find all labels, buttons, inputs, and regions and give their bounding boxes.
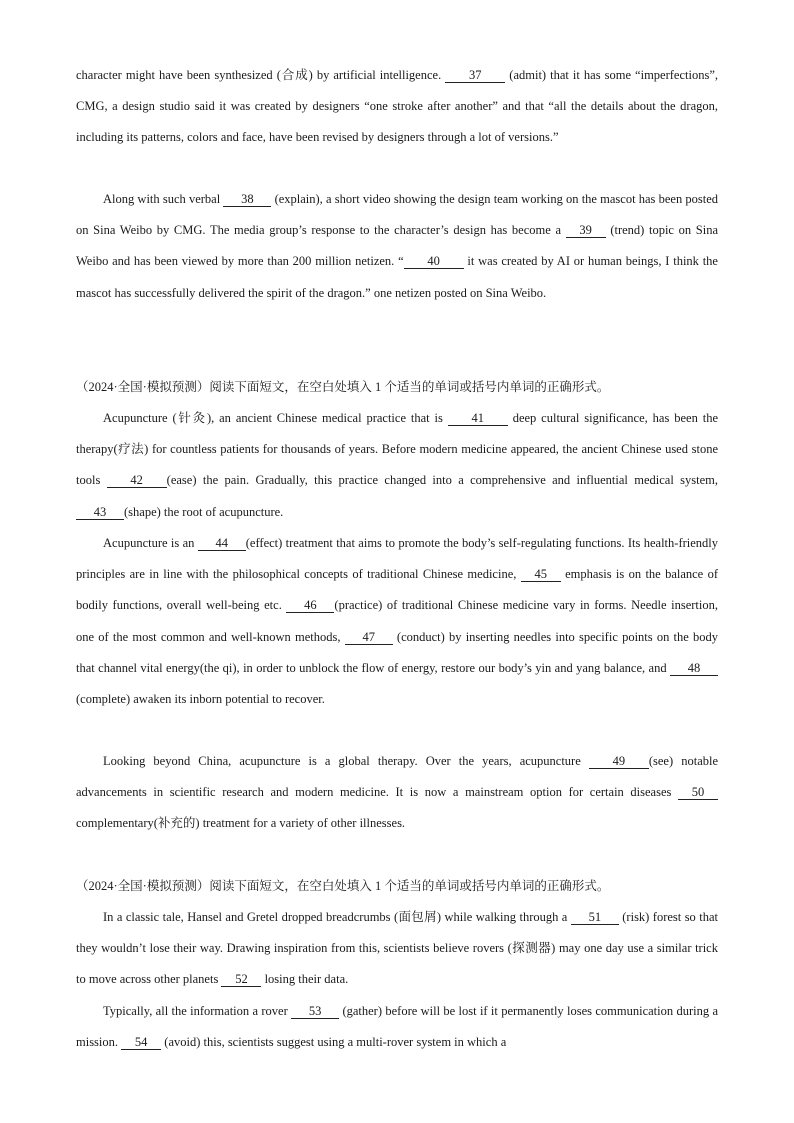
text: (practice) of traditional Chinese medicine vary in forms. Needle insertion, one of the most common and well-known methods, <box>76 598 718 644</box>
paragraph-acupuncture-1 <box>76 403 718 528</box>
text: (ease) the pain. Gradually, this practice changed into a comprehensive and influential medical system, <box>166 473 719 488</box>
paragraph-acupuncture-2 <box>76 528 718 715</box>
text: (complete) awaken its inborn potential to recover. <box>76 692 325 707</box>
text: (explain), a short video showing the design team working on the mascot has been posted on Sina Weibo by CMG. The media group’s response to the character’s design has become a <box>76 192 719 238</box>
blank-47[interactable]: 47 <box>345 630 393 645</box>
text: it was created by AI or human beings, I think the mascot has successfully delivered the spirit of the dragon.” one netizen posted on Sina Weibo. <box>76 254 718 300</box>
text: emphasis is on the balance of bodily functions, overall well-being etc. <box>76 567 718 613</box>
text: (effect) treatment that aims to promote the body’s self-regulating functions. Its health-friendly principles are in line with the philosophical concepts of traditional Chinese medicine, <box>76 536 719 582</box>
text: Looking beyond China, acupuncture is a global therapy. Over the years, acupuncture <box>103 754 581 768</box>
blank-51[interactable]: 51 <box>571 910 619 925</box>
section-header-rovers: （2024·全国·模拟预测）阅读下面短文，在空白处填入 1 个适当的单词或括号内单词的正确形式。 <box>76 879 610 893</box>
text: Acupuncture (针灸), an ancient Chinese medical practice that is <box>103 411 443 425</box>
blank-52[interactable]: 52 <box>221 972 261 987</box>
paragraph-mascot-continuation <box>76 60 718 154</box>
paragraph-rovers-1 <box>76 902 718 996</box>
blank-39[interactable]: 39 <box>566 223 606 238</box>
blank-43[interactable]: 43 <box>76 505 124 520</box>
text: deep cultural significance, has been the therapy(疗法) for countless patients for thousands of years. Before modern medicine appeared, the ancient Chinese used stone tools <box>76 411 718 488</box>
blank-50[interactable]: 50 <box>678 785 718 800</box>
text: (avoid) this, scientists suggest using a multi-rover system in which a <box>164 1035 507 1050</box>
blank-44[interactable]: 44 <box>198 536 246 551</box>
text: Along with such verbal <box>103 192 221 206</box>
text: (gather) before will be lost if it permanently loses communication during a mission. <box>76 1004 718 1050</box>
text: Typically, all the information a rover <box>103 1004 288 1018</box>
text: Acupuncture is an <box>103 536 195 550</box>
text: (shape) the root of acupuncture. <box>124 504 284 519</box>
section-header-acupuncture: （2024·全国·模拟预测）阅读下面短文，在空白处填入 1 个适当的单词或括号内单词的正确形式。 <box>76 380 610 394</box>
text: (admit) that it has some “imperfections”, CMG, a design studio said it was created by designers “one stroke after another” and that “all the details about the dragon, including its patterns, colors and face, have been revised by designers through a lot of versions.” <box>76 68 719 145</box>
text: character might have been synthesized (合成) by artificial intelligence. <box>76 68 442 82</box>
paragraph-acupuncture-3 <box>76 746 718 840</box>
blank-53[interactable]: 53 <box>291 1004 339 1019</box>
blank-46[interactable]: 46 <box>286 598 334 613</box>
blank-45[interactable]: 45 <box>521 567 561 582</box>
text: In a classic tale, Hansel and Gretel dropped breadcrumbs (面包屑) while walking through a <box>103 910 568 924</box>
blank-40[interactable]: 40 <box>404 254 464 269</box>
paragraph-mascot-response <box>76 184 718 309</box>
text: (see) notable advancements in scientific research and modern medicine. It is now a mainstream option for certain diseases <box>76 754 719 800</box>
blank-42[interactable]: 42 <box>107 473 167 488</box>
blank-49[interactable]: 49 <box>589 754 649 769</box>
blank-48[interactable]: 48 <box>670 661 718 676</box>
text: (conduct) by inserting needles into specific points on the body that channel vital energy(the qi), in order to unblock the flow of energy, restore our body’s yin and yang balance, and <box>76 629 719 675</box>
paragraph-rovers-2 <box>76 996 718 1058</box>
blank-37[interactable]: 37 <box>445 68 505 83</box>
text: (risk) forest so that they wouldn’t lose their way. Drawing inspiration from this, scientists believe rovers (探测器) may one day use a similar trick to move across other planets <box>76 910 719 987</box>
blank-41[interactable]: 41 <box>448 411 508 426</box>
blank-54[interactable]: 54 <box>121 1035 161 1050</box>
text: complementary(补充的) treatment for a variety of other illnesses. <box>76 816 406 831</box>
text: (trend) topic on Sina Weibo and has been viewed by more than 200 million netizen. “ <box>76 223 718 269</box>
blank-38[interactable]: 38 <box>223 192 271 207</box>
text: losing their data. <box>264 972 349 987</box>
